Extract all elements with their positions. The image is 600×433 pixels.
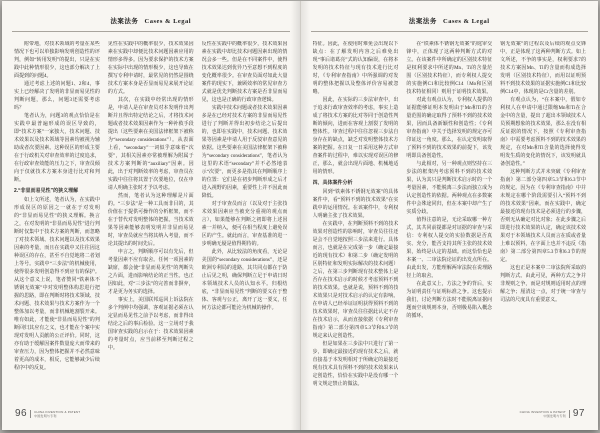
body-paragraph: 在此意义上，方法之争的背后，实为证明责任与证明标准之争。这也提示我们，讨论判断方法时不能脱离证据问题而空谈规则本身，否则极易陷入概念的循环。 xyxy=(406,282,493,319)
page-number: 97 xyxy=(572,408,585,419)
body-paragraph: 但是如果在三步法中只进行了第一步，即确定最接近的现有技术之后，就直接基于本发明相对于所确定的最接近现有技术具有预料不到的技术效果来认定创造性，恰恰在实践中是没有哪一个明文规定禁止的做法。 xyxy=(312,342,399,387)
text-column xyxy=(500,41,586,394)
right-page-footer xyxy=(520,408,585,419)
left-page-body xyxy=(14,41,288,394)
body-paragraph: 在实践中，在判断预料不到的技术效果对创造性的影响时，审查员往往还是会不自觉地按照三步法来进行。具体而言，也就是在完成第一步（确定最接近的现有技术）和第二步（确定发明的区别特征和发明实际解决的技术问题）之后，在第三步判断现有技术整体上是否存在技术启示的时候才考虑预料不到的技术效果。也就是说，预料不到的技术效果只是对技术启示的认定有影响。在申请人已经举证证明获得预料不到的技术效果时，审查员往往据此认定不存在技术启示，从而直接依据《专利审查指南》第二部分第四章5.3节和6.3节的规定来认定创造性。 xyxy=(312,222,399,339)
body-paragraph: 笔者认为，问题3的观点恰恰是在实践中最普遍形成的误区导致的，即“技术方案”一家独大，技术问题、技术效果以及技术领域等因素均被视为辅助或者次要因素。这种误区的形成主要在于行政机关对审查效率的过度追求，在行政审查效能的压力之下，审查员倾向于仅就技术方案本身进行比对和判断。 xyxy=(14,114,100,183)
section-title-en: Cases & Legal xyxy=(443,18,490,25)
left-page xyxy=(2,1,301,430)
body-paragraph: 回到“铁素体不锈钢无效案”的具体案件中，看“预料不到的技术效果”在实践中的运用情况。在该案件中，专利权人明确主张了技术效果。 xyxy=(312,190,399,219)
body-paragraph: 如上文所述，笔者认为，在实践中形成误区的原因之一就在于对发明的“非显而易见性”的狭义理解。换言之，在对发明的“非显而易见性”进行判断时仅集中于技术方案的判断，而忽略了对技术领域、技术问题以及技术效果因素的考量，而且在实践中又往往因这种误区的存在，甚至不自觉地将二者划上等号。实践中“三步法”的机械使用，使得很多发明创造得不到应有的保护。从这个意义上说，笔者赞同“铁素体不锈钢无效案”中对发明整体构思进行把握的思路，即在判断时将技术领域、技术问题、技术效果与技术方案作为一个整体加以考量，而非机械地割裂开来。唯有如此，才能使“非显而易见性”的判断回归其应有之义，也才能在个案中实现对发明人贡献的公正评价。同时，这亦有助于缓解因案件数量庞大而带来的审查压力，因为整体把握并不必然意味着更高的成本，相反，它能够减少后续程序中的反复。 xyxy=(14,198,100,371)
text-column xyxy=(14,41,100,394)
body-paragraph: 这种判断方式并未突破《专利审查指南》第二部分第四章5.3节和6.3节中的规定。因为在《专利审查指南》中并未规定在哪个阶段需要引入“预料不到的技术效果”因素。而在实践中，确定最接近的现有技术是必须进行的步骤，否则无从确定对比对象；在此步骤之后即进行技术效果的认定，确定该技术效果对于本领域技术人员而言在质或者量上难以预料，在字面上也并不违反《指南》第二部分第四章5.3节和6.3节的规定。 xyxy=(500,170,586,263)
body-paragraph: 反性在实践中的概率很少，技术效果因素在实践中却比技术问题因素出现的情况会多一些。但是在不同案件中，使得技术效果达到优异乃至意想不到程度的变化概率很少。在审查员面对如此大量案件的现实下，兼顾效率的常见审查方式就是优先判断技术方案是否非显而易见，这也是正确的行政审查逻辑。 xyxy=(201,42,288,103)
body-paragraph: 在“铁素体不锈钢无效案”的庭审交锋中，正体现了这两种判断方式的对立。在该案件中所确定的区别技术特征是权利要求中所述的Mn、Ti的含量范围（区别技术特征），而专利权人提交的实施例C1和比较例C14（Mo和区别技术特征相同）则用于证明技术效果。 xyxy=(406,42,493,95)
body-paragraph: 然而，笔者认为这种理解是片面的。“三步法”是一种工具而非目的，其价值在于提供可操作的分析框架，而不在于替代对发明整体的把握。当技术效果等因素能够表明发明并非显而易见时，审查员就应当将其纳入考量，而不论其提出的时间先后。 xyxy=(107,194,194,247)
body-paragraph: 事实上，美国联邦巡回上诉法院在多个判例中均强调，客观证据必须在认定显而易见性之前予以考虑，而非得出结论之后的事后检验。这一立场对于我国审查实践的启示在于：技术效果因素的考量时点，应当前移至判断过程之中。 xyxy=(107,298,194,351)
right-page xyxy=(301,1,599,430)
text-column xyxy=(313,41,399,394)
body-paragraph: 对此有观点认为，专利权人提供的证据能够证明本发明由于Mn和Ti的含量范围的确定取得了预料不到的技术效果，因而具备新颖性和创造性；《专利审查指南》中关于选择发明的规定亦可印证这一角度。那么，在认定发明取得了预料不到的技术效果的前提下，该发明即具备创造性。 xyxy=(406,98,493,159)
body-paragraph: 钢无效案”的过程以及后续的观点交锋中，正是体现了这两种判断方式。如上文所述，不争的事实是，权利要求7的技术方案因Mn、Ti的含量而构成选择发明（区别技术特征），而用以证明预料不到技术效果的证据实施例C1和比较例C14中，体现的是Cr含量的差别。 xyxy=(500,42,586,95)
body-paragraph: 与此相对，另一种观点则坚持在三步法的框架内考虑预料不到的技术效果，认为其只是判断技术启示时的一个考量因素，不能脱离三步法而独立成为认定创造性的依据。两种观点在多数案件中会殊途同归，但在本案中却产生了实质分歧。 xyxy=(406,162,493,215)
journal-imprint xyxy=(30,410,80,418)
journal-name-en: CHINA INVENTION & PATENT xyxy=(519,409,566,414)
body-paragraph: 因此，在实际的三步法审查中，出于追求行政审查效率的考虑，事实上造成了将技术方案的比对等同于创造性判断的倾向，进而在客观上割裂了发明的整体性。审查过程中往往忽视三步法自身存在的缺点，缺乏对发明整体技术方案的把握。在日复一日采用这种方式审查案件的过程中，难以实现对误区的修正，那么，就会出现片面地、机械地适用的情形。 xyxy=(312,98,399,175)
body-paragraph: 申言之，判断顺序可以有先后，但考量因素不应有取舍。任何一项因素的缺席，都会使“非显而易见性”的判断失之片面，进而影响结论的正当性。也正因如此，对“三步法”的完善而非摒弃，才是更为务实的选择。 xyxy=(107,250,194,295)
journal-name-cn: 中国发明与专利 xyxy=(34,413,57,418)
section-header xyxy=(301,16,599,25)
section-title-en: Cases & Legal xyxy=(144,18,192,25)
body-paragraph: 其次，在实践中经常出现的情形是，申请人是在审查员对本发明作出判断并且得出特定结论之后，才将技术问题或者技术效果因素作为一种补救手段提出（这些要素在美国法律框架下被称为“secondary considerations”）。从表面上看，“secondary”一词似乎意味着“次要”，其相关因素亦常被理解为附属于技术方案判断的“auxiliary”因素。因此，出于对判断效率的考虑，审查员在实践中往往将其置于次要地位，仅在申请人明确主张时才予以考虑。 xyxy=(107,98,194,191)
section-title-cn: 法案法务 xyxy=(110,18,139,25)
body-paragraph: 附带地，对技术领域的考量在某些情况下也可以单独影响发明创造性的评判，例如“转用发明”的提出，只是在实践中此种情形很少，这也部分解决了上面提到的问题4。 xyxy=(14,42,100,79)
left-page-footer xyxy=(15,408,80,419)
body-paragraph: 此外，从比较法的角度看，无论是美国的“secondary considerations”，还是欧洲专利局的进路，其共同点都在于防止后见之明，确保判断立足于申请日时本领域技术人员的认知水平。归根结底，“非显而易见性”判断的要义在于整体、客观与公正，离开了这一要义，任何方法论都可能沦为机械的操作。 xyxy=(201,250,288,311)
section-heading: 2.“非显而易见性”的狭义理解 xyxy=(14,188,79,194)
body-paragraph: 对于审查员而言（以及对于主张技术效果因素应当被充分重视的观点而言），如果能够在判断之初即将上述因素一并纳入，便可在相当程度上避免误区的产生。就此而言，审查基准的进一步明确无疑是值得期待的。 xyxy=(201,202,288,247)
body-paragraph: 特征。因此，在使用时难免会出现以下缺点：在了解发明内容之后难免出现“事后诸葛亮”式的认知偏误，在将本发明的技术特征与现有技术进行比对时，《专利审查指南》中所强调的对发明的整体把握以及整体评价容易被忽略。 xyxy=(312,42,399,95)
text-column xyxy=(202,41,288,394)
magazine-spread xyxy=(2,1,598,430)
header-divider xyxy=(311,31,589,32)
right-page-body xyxy=(313,41,587,394)
journal-name-cn: 中国发明与专利 xyxy=(543,413,566,418)
section-header xyxy=(2,16,300,25)
section-heading: 四、具体案件分析 xyxy=(312,180,353,186)
body-paragraph: 通过考虑上述的问题1、2和4，事实上已经解决了发明的非显而易见性的判断问题，那么，问题3还需要考虑吗？ xyxy=(14,82,100,111)
text-column xyxy=(108,41,194,394)
body-paragraph: 有观点认为，“在本案中，假如专利权人在申请中通过限缩Mn和Ti在合金中的含量，提出了超出本领域技术人员预期想象的技术效果，那么在没有相反证据的情况下，按照《专利审查指南》中需要考虑预料不到的技术效果的规定，在对Mn和Ti含量的选择使得发明发生质的变化的情况下，该发明就具备创造性。” xyxy=(500,98,586,167)
body-paragraph: 见性在实践中的概率很少，技术效果因素在实践中却便比技术问题因素应用的情形多得多。因为要求保护的技术方案在实际中出现的情形极少，这也导致在撰写专利申请时，最常见的仍然是围绕技术方案本身是否显而易见来展开论证的方式。 xyxy=(107,42,194,95)
journal-imprint xyxy=(520,410,570,418)
body-paragraph: 这也正是本案中二审法院所采取的判断方式。由此可见，两种方式之争并非规则之争，而是对规则适用时点的理解之争；厘清这一点，对于统一审查与司法的尺度具有重要意义。 xyxy=(500,266,586,303)
body-paragraph: 值得注意的是，无论采取哪一种方式，其共同前提都是对证据的审查与采信：专利权人提交的实验数据是否真实、充分，能否支持其所主张的技术效果，始终是认定的基础。而这恰恰也是本案一、二审法院论证的出发点所在。由此出发，方能理解两审法院在说理路径上的取舍。 xyxy=(406,218,493,279)
body-paragraph: 实践中技术问题或者技术效果因素多是在已经对技术方案的非显而易见性进行了判断并得出初步结论之后提出的，也即在实践中，技术问题、技术效果等因素是申请人用于反驳审查意见的依据。这些要素在美国法律框架下被称为“secondary considerations”，笔者认为这里的术语“secondary”并不必然地表示“次要”，而更多是指其在判断顺序上的位置：它们是在初步判断形成之后才进入视野的因素，重要性上并不因此而降低。 xyxy=(201,106,288,199)
text-column xyxy=(406,41,492,394)
header-divider xyxy=(12,31,290,32)
section-title-cn: 法案法务 xyxy=(408,18,437,25)
journal-name-en: CHINA INVENTION & PATENT xyxy=(34,409,81,414)
page-number: 96 xyxy=(15,408,28,419)
